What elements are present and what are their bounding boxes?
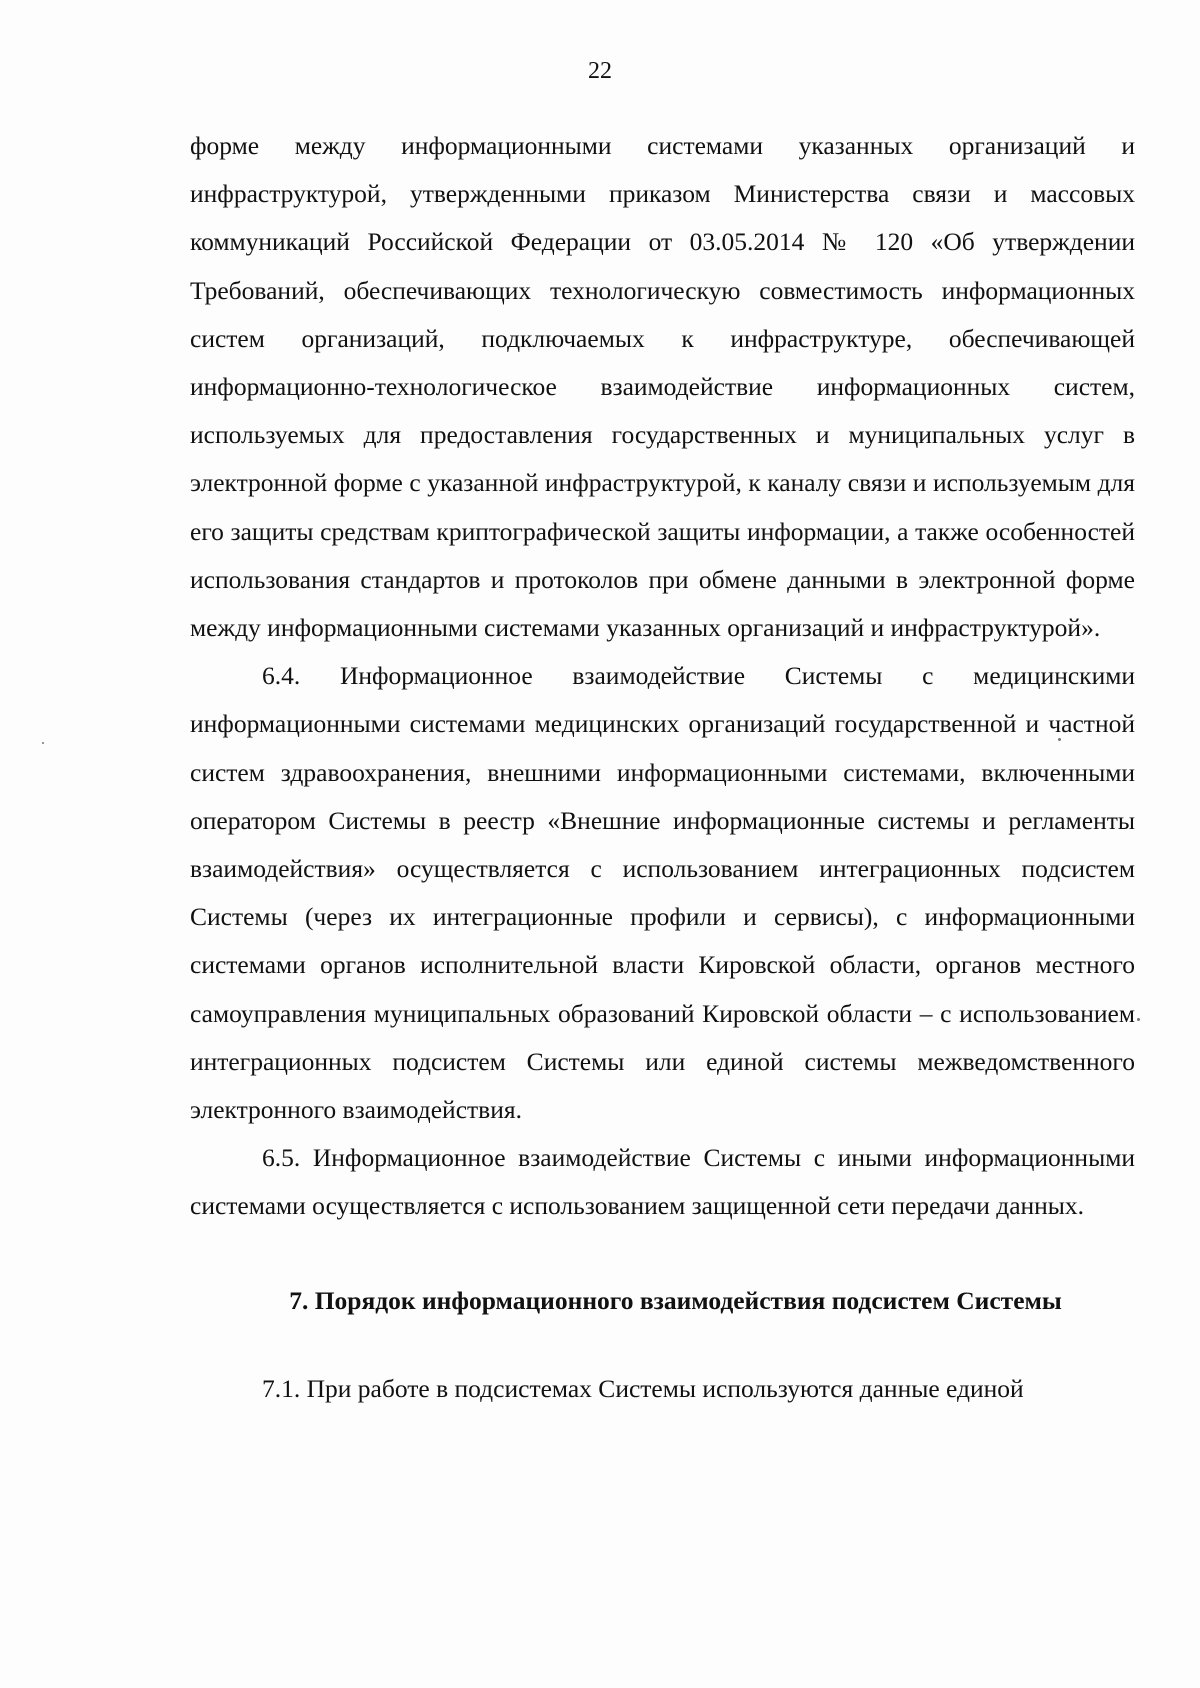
paragraph-continuation: форме между информационными системами указанных организаций и инфраструктурой, утвержденными приказом Министерства связи и массовых коммуникаций Российской Федерации от 03.05.2014 № 120 «Об утверждении Требований, обеспечивающих технологическую совместимость информационных систем организаций, подключаемых к инфраструктуре, обеспечивающей информационно-технологическое взаимодействие информационных систем, используемых для предоставления государственных и муниципальных услуг в электронной форме с указанной инфраструктурой, к каналу связи и используемым для его защиты средствам криптографической защиты информации, а также особенностей использования стандартов и протоколов при обмене данными в электронной форме между информационными системами указанных организаций и инфраструктурой». bbox=[190, 131, 1135, 643]
document-body bbox=[190, 122, 1135, 1413]
page-number: 22 bbox=[588, 58, 612, 84]
section-7-heading: 7. Порядок информационного взаимодействия подсистем Системы bbox=[289, 1285, 1062, 1315]
scan-speck bbox=[1137, 1018, 1140, 1021]
paragraph-7-1: 7.1. При работе в подсистемах Системы используются данные единой bbox=[262, 1373, 1024, 1403]
paragraph-6-5: 6.5. Информационное взаимодействие Системы с иными информационными системами осуществляется с использованием защищенной сети передачи данных. bbox=[190, 1143, 1135, 1221]
scan-speck bbox=[1058, 738, 1061, 741]
scan-speck bbox=[42, 742, 44, 744]
paragraph-6-4: 6.4. Информационное взаимодействие Системы с медицинскими информационными системами медицинских организаций государственной и частной систем здравоохранения, внешними информационными системами, включенными оператором Системы в реестр «Внешние информационные системы и регламенты взаимодействия» осуществляется с использованием интеграционных подсистем Системы (через их интеграционные профили и сервисы), с информационными системами органов исполнительной власти Кировской области, органов местного самоуправления муниципальных образований Кировской области – с использованием интеграционных подсистем Системы или единой системы межведомственного электронного взаимодействия. bbox=[190, 661, 1135, 1125]
